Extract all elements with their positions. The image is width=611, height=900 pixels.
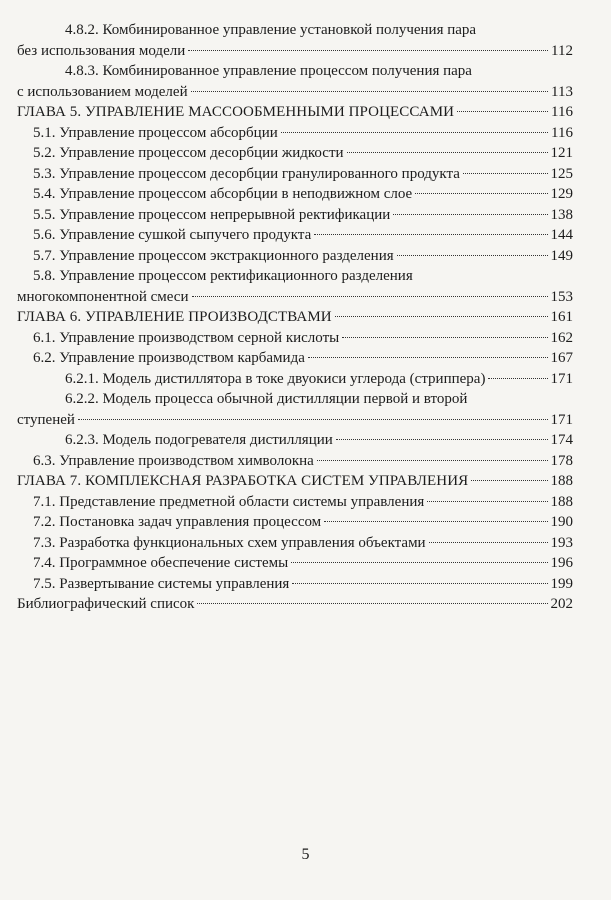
toc-dot-leader (281, 132, 548, 133)
toc-entry (17, 287, 573, 308)
toc-dot-leader (192, 296, 548, 297)
toc-entry (17, 102, 573, 123)
toc-entry-title: 6.2.1. Модель дистиллятора в токе двуокиси углерода (стриппера) (65, 370, 486, 387)
toc-entry-title: 7.4. Программное обеспечение системы (33, 555, 289, 571)
toc-dot-leader (427, 501, 547, 502)
toc-entry (17, 348, 573, 369)
toc-entry-page: 178 (550, 452, 573, 469)
toc-entry (17, 225, 573, 246)
toc-entry-page: 129 (550, 186, 573, 202)
toc-dot-leader (188, 50, 548, 51)
toc-entry-page: 199 (550, 575, 573, 592)
toc-entry (17, 328, 573, 349)
toc-entry-title: 6.3. Управление производством химволокна (33, 452, 314, 469)
toc-entry-title: 5.6. Управление сушкой сыпучего продукта (33, 227, 312, 243)
toc-entry (17, 123, 573, 144)
toc-entry (17, 266, 573, 287)
toc-dot-leader (317, 460, 548, 461)
toc-entry-page: 149 (550, 247, 573, 264)
toc-dot-leader (314, 234, 547, 235)
toc-entry-title: 6.2.2. Модель процесса обычной дистилляции первой и второй (65, 391, 468, 407)
toc-entry (17, 410, 573, 431)
toc-entry-page: 112 (551, 42, 573, 59)
toc-dot-leader (415, 193, 547, 194)
toc-entry-title: 5.5. Управление процессом непрерывной ректификации (33, 206, 391, 223)
toc-entry (17, 41, 573, 62)
toc-entry-page: 193 (550, 534, 573, 551)
toc-dot-leader (347, 152, 548, 153)
toc-entry (17, 20, 573, 41)
toc-entry (17, 553, 573, 574)
toc-entry-page: 153 (550, 288, 573, 305)
toc-entry-title: 4.8.2. Комбинированное управление установкой получения пара (65, 22, 477, 38)
toc-entry (17, 143, 573, 164)
toc-entry (17, 246, 573, 267)
toc-dot-leader (78, 419, 548, 420)
toc-entry-title: 5.1. Управление процессом абсорбции (33, 124, 278, 141)
toc-entry-page: 171 (550, 411, 573, 428)
toc-entry-title: 5.3. Управление процессом десорбции гранулированного продукта (33, 165, 460, 182)
toc-entry-page: 196 (550, 555, 573, 571)
toc-dot-leader (463, 173, 548, 174)
toc-dot-leader (191, 91, 548, 92)
toc-entry (17, 471, 573, 492)
toc-entry-title: многокомпонентной смеси (17, 288, 189, 305)
toc-entry-title: 5.8. Управление процессом ректификационного разделения (33, 268, 413, 284)
toc-entry-page: 113 (551, 83, 573, 100)
toc-entry (17, 451, 573, 472)
toc-entry (17, 184, 573, 205)
toc-entry-page: 174 (550, 432, 573, 448)
toc-dot-leader (292, 583, 547, 584)
toc-entry-page: 202 (550, 596, 573, 612)
toc-entry (17, 574, 573, 595)
toc-entry-page: 121 (550, 145, 573, 161)
toc-entry-title: без использования модели (17, 42, 186, 59)
toc-entry-title: 6.2. Управление производством карбамида (33, 350, 305, 366)
toc-dot-leader (471, 480, 547, 481)
toc-entry (17, 82, 573, 103)
toc-entry-title: 7.1. Представление предметной области системы управления (33, 493, 425, 510)
toc-entry-page: 167 (550, 350, 573, 366)
toc-dot-leader (393, 214, 547, 215)
toc-entry-title: 5.4. Управление процессом абсорбции в неподвижном слое (33, 186, 413, 202)
toc-entry-title: 5.7. Управление процессом экстракционного разделения (33, 247, 394, 264)
toc-entry-page: 144 (550, 227, 573, 243)
toc-entry (17, 61, 573, 82)
toc-entry-title: ГЛАВА 5. УПРАВЛЕНИЕ МАССООБМЕННЫМИ ПРОЦЕССАМИ (17, 104, 455, 120)
toc-entry-title: 6.1. Управление производством серной кислоты (33, 329, 340, 346)
toc-entry-title: ГЛАВА 7. КОМПЛЕКСНАЯ РАЗРАБОТКА СИСТЕМ УПРАВЛЕНИЯ (17, 473, 469, 489)
toc-entry-page: 188 (550, 473, 573, 489)
toc-dot-leader (488, 378, 547, 379)
toc-entry (17, 594, 573, 615)
toc-entry-title: Библиографический список (17, 596, 195, 612)
toc-dot-leader (197, 603, 547, 604)
toc-dot-leader (429, 542, 548, 543)
toc-entry-title: с использованием моделей (17, 83, 188, 100)
toc-entry (17, 307, 573, 328)
toc-entry-page: 162 (550, 329, 573, 346)
toc-dot-leader (457, 111, 548, 112)
toc-dot-leader (308, 357, 548, 358)
toc-entry-page: 171 (550, 370, 573, 387)
toc-entry-page: 161 (550, 309, 573, 325)
toc-entry-title: ГЛАВА 6. УПРАВЛЕНИЕ ПРОИЗВОДСТВАМИ (17, 309, 332, 325)
table-of-contents (17, 20, 573, 615)
toc-entry-title: 4.8.3. Комбинированное управление процессом получения пара (65, 63, 472, 79)
toc-entry-page: 190 (550, 514, 573, 530)
toc-entry-page: 125 (550, 165, 573, 182)
toc-entry-page: 138 (550, 206, 573, 223)
toc-dot-leader (324, 521, 547, 522)
toc-dot-leader (335, 316, 548, 317)
toc-entry-title: 5.2. Управление процессом десорбции жидкости (33, 145, 344, 161)
toc-entry (17, 369, 573, 390)
page-number: 5 (301, 846, 310, 863)
toc-dot-leader (397, 255, 548, 256)
toc-entry-page: 116 (551, 124, 573, 141)
toc-entry (17, 164, 573, 185)
toc-entry (17, 512, 573, 533)
toc-entry-title: 7.3. Разработка функциональных схем управления объектами (33, 534, 426, 551)
toc-entry (17, 492, 573, 513)
toc-dot-leader (336, 439, 548, 440)
toc-entry-page: 116 (551, 104, 573, 120)
toc-entry-title: 7.2. Постановка задач управления процессом (33, 514, 322, 530)
toc-entry-title: ступеней (17, 411, 75, 428)
toc-entry-title: 7.5. Развертывание системы управления (33, 575, 290, 592)
toc-entry-page: 188 (550, 493, 573, 510)
toc-entry (17, 389, 573, 410)
toc-dot-leader (342, 337, 547, 338)
toc-entry (17, 430, 573, 451)
toc-dot-leader (291, 562, 547, 563)
toc-entry (17, 205, 573, 226)
toc-entry-title: 6.2.3. Модель подогревателя дистилляции (65, 432, 333, 448)
toc-entry (17, 533, 573, 554)
